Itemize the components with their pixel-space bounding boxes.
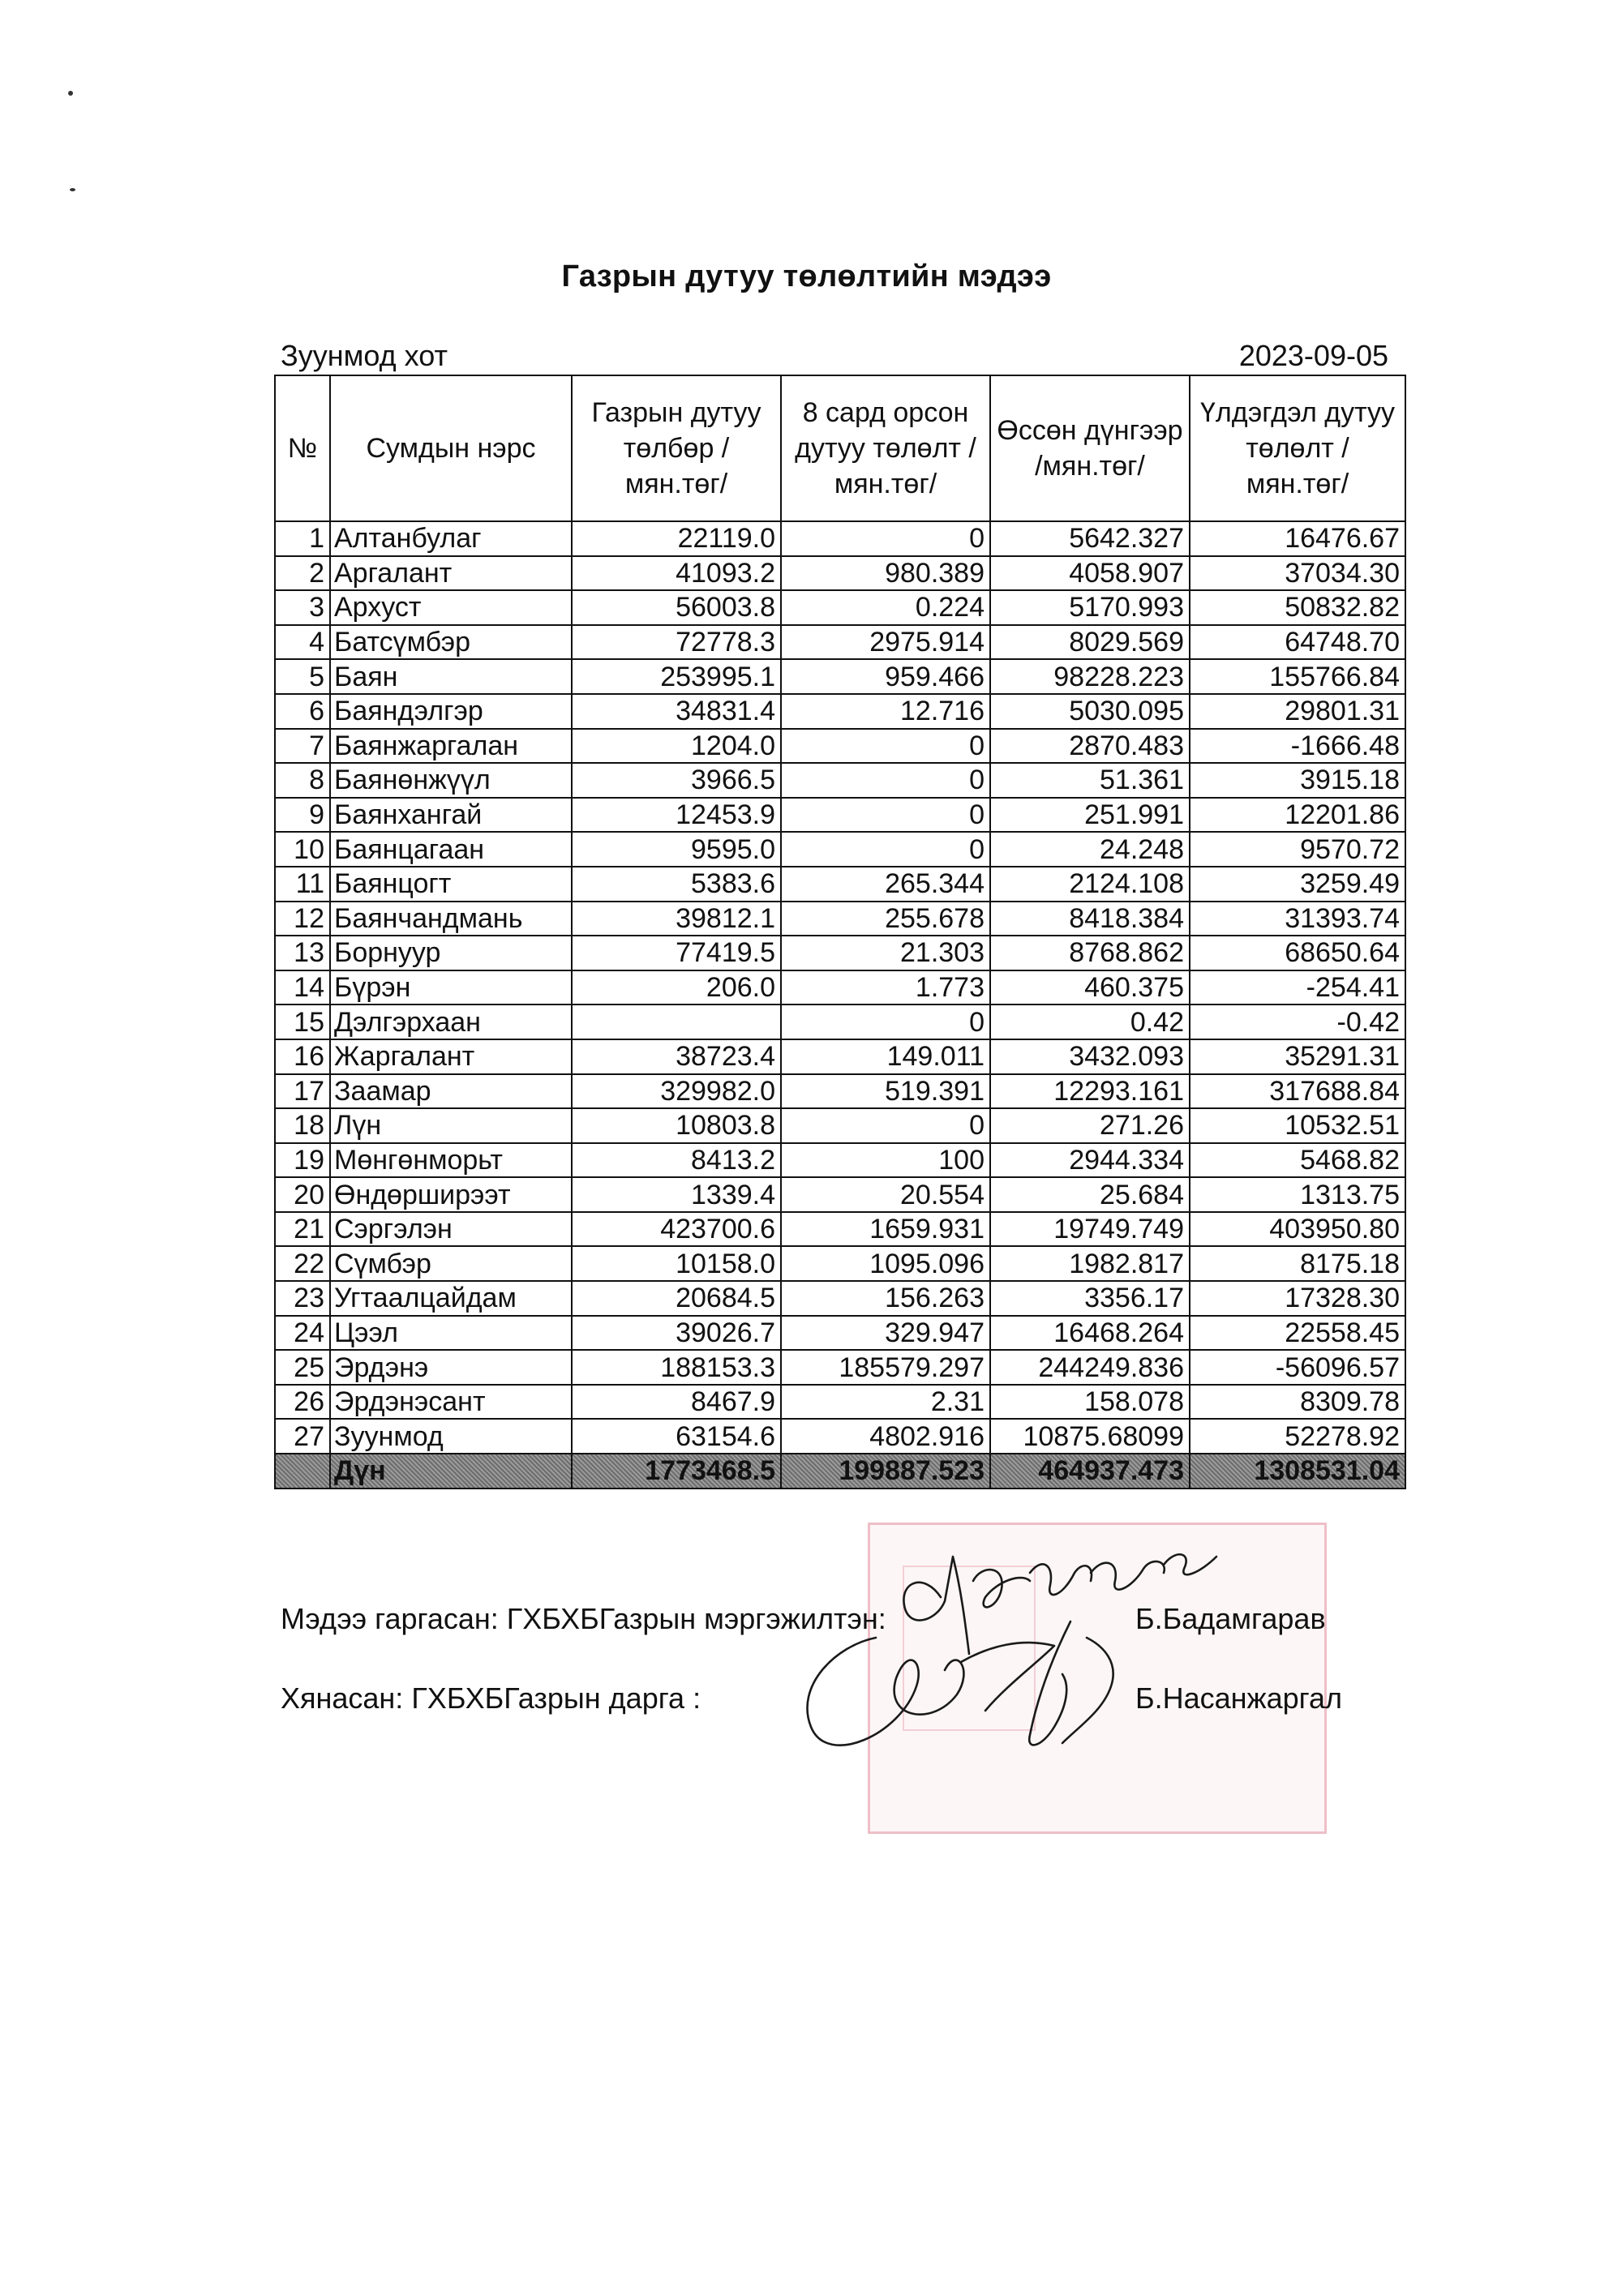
remaining-cell: -1666.48 bbox=[1190, 729, 1405, 764]
row-number-cell: 8 bbox=[275, 763, 330, 798]
remaining-cell: 8175.18 bbox=[1190, 1246, 1405, 1281]
august-paid-cell: 100 bbox=[781, 1143, 990, 1178]
cumulative-cell: 2870.483 bbox=[990, 729, 1190, 764]
cumulative-cell: 25.684 bbox=[990, 1177, 1190, 1212]
august-paid-cell: 4802.916 bbox=[781, 1419, 990, 1454]
table-row bbox=[275, 1246, 1405, 1281]
august-paid-cell: 0 bbox=[781, 832, 990, 867]
cumulative-cell: 16468.264 bbox=[990, 1316, 1190, 1351]
row-number-cell: 25 bbox=[275, 1350, 330, 1385]
remaining-cell: 3259.49 bbox=[1190, 867, 1405, 902]
august-paid-cell: 959.466 bbox=[781, 659, 990, 694]
row-number-cell: 7 bbox=[275, 729, 330, 764]
row-number-cell: 4 bbox=[275, 625, 330, 660]
cumulative-cell: 8029.569 bbox=[990, 625, 1190, 660]
soum-name-cell: Бүрэн bbox=[330, 970, 572, 1005]
august-paid-cell: 0 bbox=[781, 729, 990, 764]
soum-name-cell: Дэлгэрхаан bbox=[330, 1004, 572, 1039]
report-date: 2023-09-05 bbox=[1238, 339, 1388, 372]
reviewed-by-name: Б.Насанжаргал bbox=[1135, 1681, 1343, 1715]
underpayment-cell: 206.0 bbox=[572, 970, 781, 1005]
underpayment-cell: 253995.1 bbox=[572, 659, 781, 694]
underpayment-cell: 39812.1 bbox=[572, 902, 781, 936]
row-number-cell: 12 bbox=[275, 902, 330, 936]
table-row bbox=[275, 970, 1405, 1005]
remaining-cell: 29801.31 bbox=[1190, 694, 1405, 729]
underpayment-cell: 8467.9 bbox=[572, 1385, 781, 1420]
remaining-cell: 155766.84 bbox=[1190, 659, 1405, 694]
underpayment-cell: 39026.7 bbox=[572, 1316, 781, 1351]
august-paid-cell: 329.947 bbox=[781, 1316, 990, 1351]
total-cumulative: 464937.473 bbox=[990, 1454, 1190, 1489]
august-paid-cell: 519.391 bbox=[781, 1074, 990, 1109]
cumulative-cell: 244249.836 bbox=[990, 1350, 1190, 1385]
row-number-cell: 10 bbox=[275, 832, 330, 867]
table-total-row bbox=[275, 1454, 1405, 1489]
soum-name-cell: Баян bbox=[330, 659, 572, 694]
table-row bbox=[275, 1177, 1405, 1212]
remaining-cell: 16476.67 bbox=[1190, 521, 1405, 556]
total-august-paid: 199887.523 bbox=[781, 1454, 990, 1489]
soum-name-cell: Баянөнжүүл bbox=[330, 763, 572, 798]
scan-speck bbox=[68, 91, 73, 96]
cumulative-cell: 2124.108 bbox=[990, 867, 1190, 902]
august-paid-cell: 12.716 bbox=[781, 694, 990, 729]
august-paid-cell: 0 bbox=[781, 798, 990, 833]
remaining-cell: -56096.57 bbox=[1190, 1350, 1405, 1385]
row-number-cell: 22 bbox=[275, 1246, 330, 1281]
total-underpayment: 1773468.5 bbox=[572, 1454, 781, 1489]
row-number-cell: 24 bbox=[275, 1316, 330, 1351]
soum-name-cell: Өндөрширээт bbox=[330, 1177, 572, 1212]
underpayment-cell: 38723.4 bbox=[572, 1039, 781, 1074]
underpayment-cell: 56003.8 bbox=[572, 590, 781, 625]
table-row bbox=[275, 1281, 1405, 1316]
remaining-cell: 64748.70 bbox=[1190, 625, 1405, 660]
remaining-cell: 3915.18 bbox=[1190, 763, 1405, 798]
table-row bbox=[275, 1350, 1405, 1385]
august-paid-cell: 0.224 bbox=[781, 590, 990, 625]
total-remaining: 1308531.04 bbox=[1190, 1454, 1405, 1489]
table-row bbox=[275, 1039, 1405, 1074]
table-row bbox=[275, 1385, 1405, 1420]
total-label: Дүн bbox=[330, 1454, 572, 1489]
cumulative-cell: 10875.68099 bbox=[990, 1419, 1190, 1454]
header-soum-name: Сумдын нэрс bbox=[330, 375, 572, 521]
payment-table bbox=[274, 375, 1406, 1489]
cumulative-cell: 5030.095 bbox=[990, 694, 1190, 729]
reviewed-by-label: Хянасан: ГХБХБГазрын дарга : bbox=[281, 1681, 701, 1715]
august-paid-cell: 2975.914 bbox=[781, 625, 990, 660]
remaining-cell: 37034.30 bbox=[1190, 556, 1405, 591]
table-row bbox=[275, 902, 1405, 936]
august-paid-cell: 149.011 bbox=[781, 1039, 990, 1074]
soum-name-cell: Эрдэнэ bbox=[330, 1350, 572, 1385]
underpayment-cell: 3966.5 bbox=[572, 763, 781, 798]
table-row bbox=[275, 1212, 1405, 1247]
row-number-cell: 6 bbox=[275, 694, 330, 729]
cumulative-cell: 271.26 bbox=[990, 1108, 1190, 1143]
soum-name-cell: Угтаалцайдам bbox=[330, 1281, 572, 1316]
table-row bbox=[275, 798, 1405, 833]
underpayment-cell: 12453.9 bbox=[572, 798, 781, 833]
remaining-cell: 50832.82 bbox=[1190, 590, 1405, 625]
underpayment-cell bbox=[572, 1004, 781, 1039]
remaining-cell: 12201.86 bbox=[1190, 798, 1405, 833]
cumulative-cell: 8768.862 bbox=[990, 936, 1190, 970]
table-row bbox=[275, 590, 1405, 625]
reported-by-label: Мэдээ гаргасан: ГХБХБГазрын мэргэжилтэн: bbox=[281, 1602, 886, 1635]
cumulative-cell: 3432.093 bbox=[990, 1039, 1190, 1074]
table-row bbox=[275, 936, 1405, 970]
cumulative-cell: 158.078 bbox=[990, 1385, 1190, 1420]
underpayment-cell: 5383.6 bbox=[572, 867, 781, 902]
cumulative-cell: 12293.161 bbox=[990, 1074, 1190, 1109]
cumulative-cell: 98228.223 bbox=[990, 659, 1190, 694]
remaining-cell: -0.42 bbox=[1190, 1004, 1405, 1039]
soum-name-cell: Архуст bbox=[330, 590, 572, 625]
soum-name-cell: Цээл bbox=[330, 1316, 572, 1351]
august-paid-cell: 265.344 bbox=[781, 867, 990, 902]
remaining-cell: 5468.82 bbox=[1190, 1143, 1405, 1178]
underpayment-cell: 22119.0 bbox=[572, 521, 781, 556]
table-row bbox=[275, 659, 1405, 694]
header-number: № bbox=[275, 375, 330, 521]
august-paid-cell: 980.389 bbox=[781, 556, 990, 591]
header-august-paid: 8 сард орсон дутуу төлөлт /мян.төг/ bbox=[781, 375, 990, 521]
august-paid-cell: 0 bbox=[781, 1004, 990, 1039]
table-row bbox=[275, 1108, 1405, 1143]
august-paid-cell: 1659.931 bbox=[781, 1212, 990, 1247]
table-row bbox=[275, 1004, 1405, 1039]
row-number-cell: 27 bbox=[275, 1419, 330, 1454]
table-row bbox=[275, 1143, 1405, 1178]
row-number-cell: 1 bbox=[275, 521, 330, 556]
row-number-cell: 26 bbox=[275, 1385, 330, 1420]
underpayment-cell: 9595.0 bbox=[572, 832, 781, 867]
row-number-cell: 2 bbox=[275, 556, 330, 591]
underpayment-cell: 77419.5 bbox=[572, 936, 781, 970]
soum-name-cell: Заамар bbox=[330, 1074, 572, 1109]
row-number-cell: 19 bbox=[275, 1143, 330, 1178]
soum-name-cell: Баяндэлгэр bbox=[330, 694, 572, 729]
soum-name-cell: Борнуур bbox=[330, 936, 572, 970]
table-row bbox=[275, 867, 1405, 902]
cumulative-cell: 24.248 bbox=[990, 832, 1190, 867]
soum-name-cell: Эрдэнэсант bbox=[330, 1385, 572, 1420]
august-paid-cell: 0 bbox=[781, 763, 990, 798]
underpayment-cell: 41093.2 bbox=[572, 556, 781, 591]
table-row bbox=[275, 1074, 1405, 1109]
cumulative-cell: 51.361 bbox=[990, 763, 1190, 798]
cumulative-cell: 4058.907 bbox=[990, 556, 1190, 591]
remaining-cell: 31393.74 bbox=[1190, 902, 1405, 936]
row-number-cell: 13 bbox=[275, 936, 330, 970]
row-number-cell: 16 bbox=[275, 1039, 330, 1074]
row-number-cell: 9 bbox=[275, 798, 330, 833]
document-title: Газрын дутуу төлөлтийн мэдээ bbox=[561, 259, 1052, 293]
soum-name-cell: Мөнгөнморьт bbox=[330, 1143, 572, 1178]
row-number-cell: 18 bbox=[275, 1108, 330, 1143]
cumulative-cell: 5170.993 bbox=[990, 590, 1190, 625]
soum-name-cell: Баянжаргалан bbox=[330, 729, 572, 764]
table-row bbox=[275, 625, 1405, 660]
august-paid-cell: 21.303 bbox=[781, 936, 990, 970]
row-number-cell: 17 bbox=[275, 1074, 330, 1109]
august-paid-cell: 1.773 bbox=[781, 970, 990, 1005]
soum-name-cell: Баянцагаан bbox=[330, 832, 572, 867]
august-paid-cell: 1095.096 bbox=[781, 1246, 990, 1281]
cumulative-cell: 8418.384 bbox=[990, 902, 1190, 936]
table-row bbox=[275, 556, 1405, 591]
reported-by-name: Б.Бадамгарав bbox=[1135, 1602, 1326, 1635]
soum-name-cell: Зуунмод bbox=[330, 1419, 572, 1454]
row-number-cell: 20 bbox=[275, 1177, 330, 1212]
underpayment-cell: 34831.4 bbox=[572, 694, 781, 729]
total-number-cell bbox=[275, 1454, 330, 1489]
underpayment-cell: 72778.3 bbox=[572, 625, 781, 660]
remaining-cell: 403950.80 bbox=[1190, 1212, 1405, 1247]
soum-name-cell: Сэргэлэн bbox=[330, 1212, 572, 1247]
august-paid-cell: 2.31 bbox=[781, 1385, 990, 1420]
table-row bbox=[275, 1316, 1405, 1351]
cumulative-cell: 5642.327 bbox=[990, 521, 1190, 556]
underpayment-cell: 1339.4 bbox=[572, 1177, 781, 1212]
row-number-cell: 5 bbox=[275, 659, 330, 694]
remaining-cell: 17328.30 bbox=[1190, 1281, 1405, 1316]
row-number-cell: 11 bbox=[275, 867, 330, 902]
table-row bbox=[275, 729, 1405, 764]
cumulative-cell: 1982.817 bbox=[990, 1246, 1190, 1281]
row-number-cell: 3 bbox=[275, 590, 330, 625]
underpayment-cell: 423700.6 bbox=[572, 1212, 781, 1247]
soum-name-cell: Лүн bbox=[330, 1108, 572, 1143]
table-row bbox=[275, 521, 1405, 556]
underpayment-cell: 10158.0 bbox=[572, 1246, 781, 1281]
underpayment-cell: 188153.3 bbox=[572, 1350, 781, 1385]
scan-speck bbox=[70, 188, 75, 191]
cumulative-cell: 251.991 bbox=[990, 798, 1190, 833]
soum-name-cell: Сүмбэр bbox=[330, 1246, 572, 1281]
cumulative-cell: 3356.17 bbox=[990, 1281, 1190, 1316]
remaining-cell: -254.41 bbox=[1190, 970, 1405, 1005]
remaining-cell: 1313.75 bbox=[1190, 1177, 1405, 1212]
remaining-cell: 9570.72 bbox=[1190, 832, 1405, 867]
soum-name-cell: Жаргалант bbox=[330, 1039, 572, 1074]
soum-name-cell: Алтанбулаг bbox=[330, 521, 572, 556]
handwritten-signatures bbox=[762, 1524, 1281, 1784]
table-header-row bbox=[275, 375, 1405, 521]
location-label: Зуунмод хот bbox=[281, 339, 448, 372]
table-row bbox=[275, 832, 1405, 867]
soum-name-cell: Батсүмбэр bbox=[330, 625, 572, 660]
row-number-cell: 14 bbox=[275, 970, 330, 1005]
cumulative-cell: 0.42 bbox=[990, 1004, 1190, 1039]
row-number-cell: 23 bbox=[275, 1281, 330, 1316]
august-paid-cell: 0 bbox=[781, 521, 990, 556]
underpayment-cell: 1204.0 bbox=[572, 729, 781, 764]
remaining-cell: 8309.78 bbox=[1190, 1385, 1405, 1420]
table-row bbox=[275, 694, 1405, 729]
underpayment-cell: 20684.5 bbox=[572, 1281, 781, 1316]
cumulative-cell: 460.375 bbox=[990, 970, 1190, 1005]
august-paid-cell: 156.263 bbox=[781, 1281, 990, 1316]
soum-name-cell: Баянхангай bbox=[330, 798, 572, 833]
remaining-cell: 22558.45 bbox=[1190, 1316, 1405, 1351]
remaining-cell: 317688.84 bbox=[1190, 1074, 1405, 1109]
table-row bbox=[275, 1419, 1405, 1454]
soum-name-cell: Баянцогт bbox=[330, 867, 572, 902]
header-underpayment: Газрын дутуу төлбөр /мян.төг/ bbox=[572, 375, 781, 521]
row-number-cell: 15 bbox=[275, 1004, 330, 1039]
cumulative-cell: 19749.749 bbox=[990, 1212, 1190, 1247]
soum-name-cell: Аргалант bbox=[330, 556, 572, 591]
underpayment-cell: 329982.0 bbox=[572, 1074, 781, 1109]
remaining-cell: 10532.51 bbox=[1190, 1108, 1405, 1143]
remaining-cell: 68650.64 bbox=[1190, 936, 1405, 970]
underpayment-cell: 10803.8 bbox=[572, 1108, 781, 1143]
cumulative-cell: 2944.334 bbox=[990, 1143, 1190, 1178]
august-paid-cell: 0 bbox=[781, 1108, 990, 1143]
header-remaining: Үлдэгдэл дутуу төлөлт /мян.төг/ bbox=[1190, 375, 1405, 521]
underpayment-cell: 8413.2 bbox=[572, 1143, 781, 1178]
table-row bbox=[275, 763, 1405, 798]
soum-name-cell: Баянчандмань bbox=[330, 902, 572, 936]
underpayment-cell: 63154.6 bbox=[572, 1419, 781, 1454]
august-paid-cell: 20.554 bbox=[781, 1177, 990, 1212]
remaining-cell: 35291.31 bbox=[1190, 1039, 1405, 1074]
row-number-cell: 21 bbox=[275, 1212, 330, 1247]
august-paid-cell: 255.678 bbox=[781, 902, 990, 936]
august-paid-cell: 185579.297 bbox=[781, 1350, 990, 1385]
remaining-cell: 52278.92 bbox=[1190, 1419, 1405, 1454]
header-cumulative: Өссөн дүнгээр /мян.төг/ bbox=[990, 375, 1190, 521]
